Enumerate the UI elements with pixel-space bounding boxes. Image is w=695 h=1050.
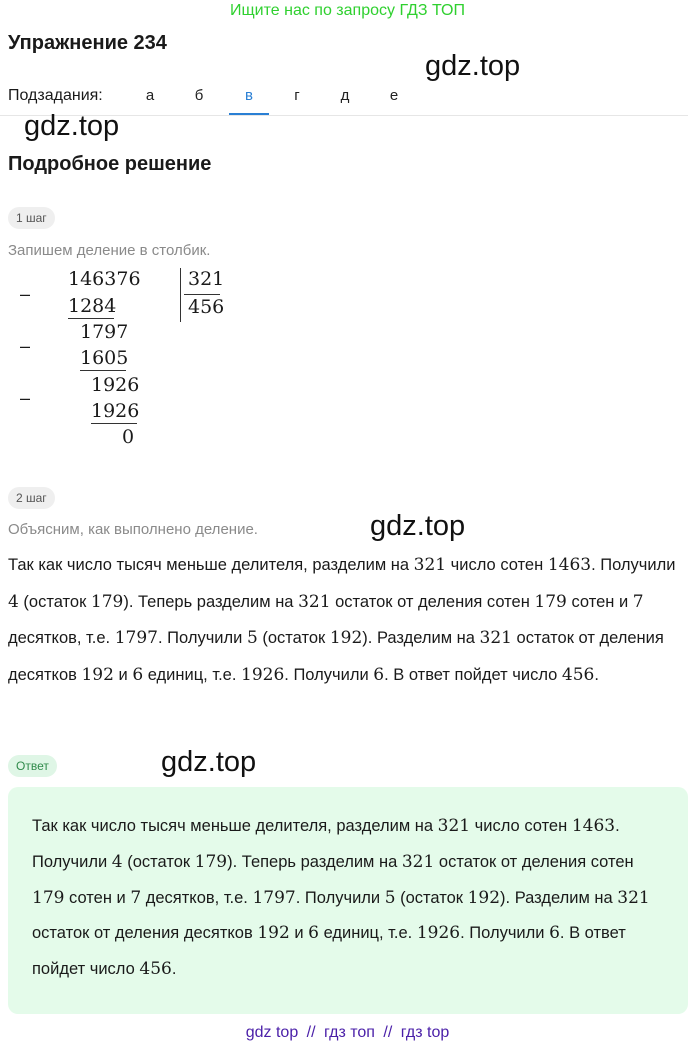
- minus-sign: –: [20, 388, 31, 408]
- text-run: сотен и: [566, 592, 633, 611]
- step-note: Объясним, как выполнено деление.: [8, 521, 258, 538]
- math-number: 7: [632, 591, 644, 612]
- text-run: ). Теперь разделим на: [227, 852, 402, 871]
- footer-link[interactable]: гдз топ: [324, 1024, 375, 1041]
- text-run: . В ответ пойдет число: [384, 665, 562, 684]
- dividend: 146376: [68, 268, 141, 290]
- footer-separator: //: [306, 1024, 316, 1041]
- division-row: 1605: [80, 347, 129, 369]
- step-note: Запишем деление в столбик.: [8, 242, 211, 259]
- subtasks-label: Подзадания:: [8, 87, 103, 104]
- text-run: десятков, т.е.: [8, 629, 115, 647]
- math-number: 192: [467, 887, 501, 908]
- math-number: 5: [384, 887, 396, 908]
- text-run: . Получили: [295, 888, 385, 907]
- text-run: единиц, т.е.: [318, 924, 417, 943]
- math-number: 179: [90, 591, 124, 612]
- math-number: 456: [139, 959, 172, 980]
- solution-heading: Подробное решение: [8, 153, 212, 175]
- math-number: 7: [130, 887, 142, 908]
- divisor-underline: [184, 294, 220, 295]
- text-run: . Получили: [157, 629, 247, 647]
- text-run: . Получили: [32, 817, 620, 871]
- text-run: . Получили: [284, 665, 374, 684]
- watermark: gdz.top: [370, 510, 466, 542]
- text-run: . Получили: [460, 924, 550, 943]
- answer-badge: Ответ: [8, 755, 57, 777]
- text-run: единиц, т.е.: [143, 665, 242, 684]
- math-number: 1926: [241, 664, 285, 685]
- math-number: 6: [373, 664, 385, 685]
- answer-text: [32, 809, 667, 988]
- text-run: . Получили: [591, 556, 676, 574]
- math-number: 192: [257, 923, 290, 944]
- tab-e[interactable]: е: [389, 87, 399, 104]
- minus-sign: –: [20, 336, 31, 356]
- divisor: 321: [188, 268, 225, 290]
- math-number: 1463: [547, 555, 592, 575]
- math-number: 456: [561, 664, 595, 685]
- tab-g[interactable]: г: [294, 87, 300, 104]
- math-number: 179: [32, 887, 65, 908]
- text-run: .: [594, 665, 599, 684]
- text-run: .: [171, 960, 177, 979]
- text-run: сотен и: [64, 888, 131, 907]
- division-bar: [180, 268, 181, 322]
- footer-links: [0, 1024, 695, 1042]
- text-run: и: [289, 924, 309, 943]
- text-run: ). Разделим на: [500, 888, 618, 907]
- text-run: ). Теперь разделим на: [123, 592, 299, 611]
- division-row: 1926: [91, 400, 140, 422]
- tab-d[interactable]: д: [340, 87, 350, 104]
- math-number: 6: [549, 923, 560, 944]
- tab-v[interactable]: в: [245, 87, 253, 104]
- math-number: 1463: [571, 816, 616, 836]
- math-number: 1926: [416, 923, 461, 944]
- text-run: . В ответ пойдет число: [32, 924, 626, 979]
- math-number: 321: [437, 816, 471, 836]
- math-number: 4: [8, 591, 19, 612]
- math-number: 6: [132, 664, 144, 685]
- math-number: 321: [401, 851, 435, 872]
- division-remainder: 0: [122, 426, 135, 448]
- footer-link[interactable]: гдз top: [400, 1024, 450, 1041]
- math-number: 179: [534, 591, 567, 612]
- text-run: (остаток: [257, 629, 330, 647]
- text-run: остаток от деления десятков: [32, 924, 258, 943]
- text-run: (остаток: [122, 852, 195, 871]
- text-run: ). Разделим на: [362, 629, 480, 647]
- math-number: 5: [246, 628, 258, 648]
- watermark: gdz.top: [425, 50, 521, 82]
- math-number: 321: [413, 555, 447, 575]
- text-run: число сотен: [446, 556, 548, 574]
- text-run: остаток от деления сотен: [330, 592, 535, 611]
- page-title: Упражнение 234: [8, 32, 167, 54]
- math-number: 1797: [252, 887, 296, 908]
- text-run: остаток от деления сотен: [434, 852, 634, 871]
- text-run: остаток от деления десятков: [8, 629, 664, 684]
- text-run: десятков, т.е.: [141, 888, 253, 907]
- search-banner: Ищите нас по запросу ГДЗ ТОП: [230, 2, 465, 19]
- math-number: 192: [81, 664, 114, 685]
- division-row: 1797: [80, 321, 129, 343]
- watermark: gdz.top: [24, 110, 120, 142]
- math-number: 179: [194, 851, 228, 872]
- text-run: Так как число тысяч меньше делителя, разделим на: [8, 556, 414, 574]
- math-number: 321: [617, 887, 650, 908]
- minus-sign: –: [20, 284, 31, 304]
- text-run: (остаток: [395, 888, 468, 907]
- text-run: и: [113, 665, 133, 684]
- watermark: gdz.top: [161, 746, 257, 778]
- division-underline: [91, 423, 137, 424]
- quotient: 456: [188, 296, 225, 318]
- explanation-text: [8, 547, 688, 693]
- division-underline: [68, 318, 114, 319]
- division-row: 1284: [68, 295, 117, 317]
- division-row: 1926: [91, 374, 140, 396]
- footer-link[interactable]: gdz top: [245, 1024, 299, 1041]
- text-run: (остаток: [18, 592, 91, 611]
- math-number: 6: [308, 923, 319, 944]
- step-badge: 2 шаг: [8, 487, 55, 509]
- tab-a[interactable]: а: [145, 87, 155, 104]
- footer-separator: //: [383, 1024, 393, 1041]
- math-number: 321: [298, 591, 331, 612]
- tab-b[interactable]: б: [194, 87, 204, 104]
- text-run: Так как число тысяч меньше делителя, разделим на: [32, 817, 438, 835]
- division-underline: [80, 370, 126, 371]
- math-number: 192: [329, 628, 363, 648]
- math-number: 1797: [114, 628, 158, 648]
- text-run: число сотен: [470, 817, 572, 835]
- math-number: 4: [111, 851, 123, 872]
- step-badge: 1 шаг: [8, 207, 55, 229]
- math-number: 321: [479, 628, 512, 648]
